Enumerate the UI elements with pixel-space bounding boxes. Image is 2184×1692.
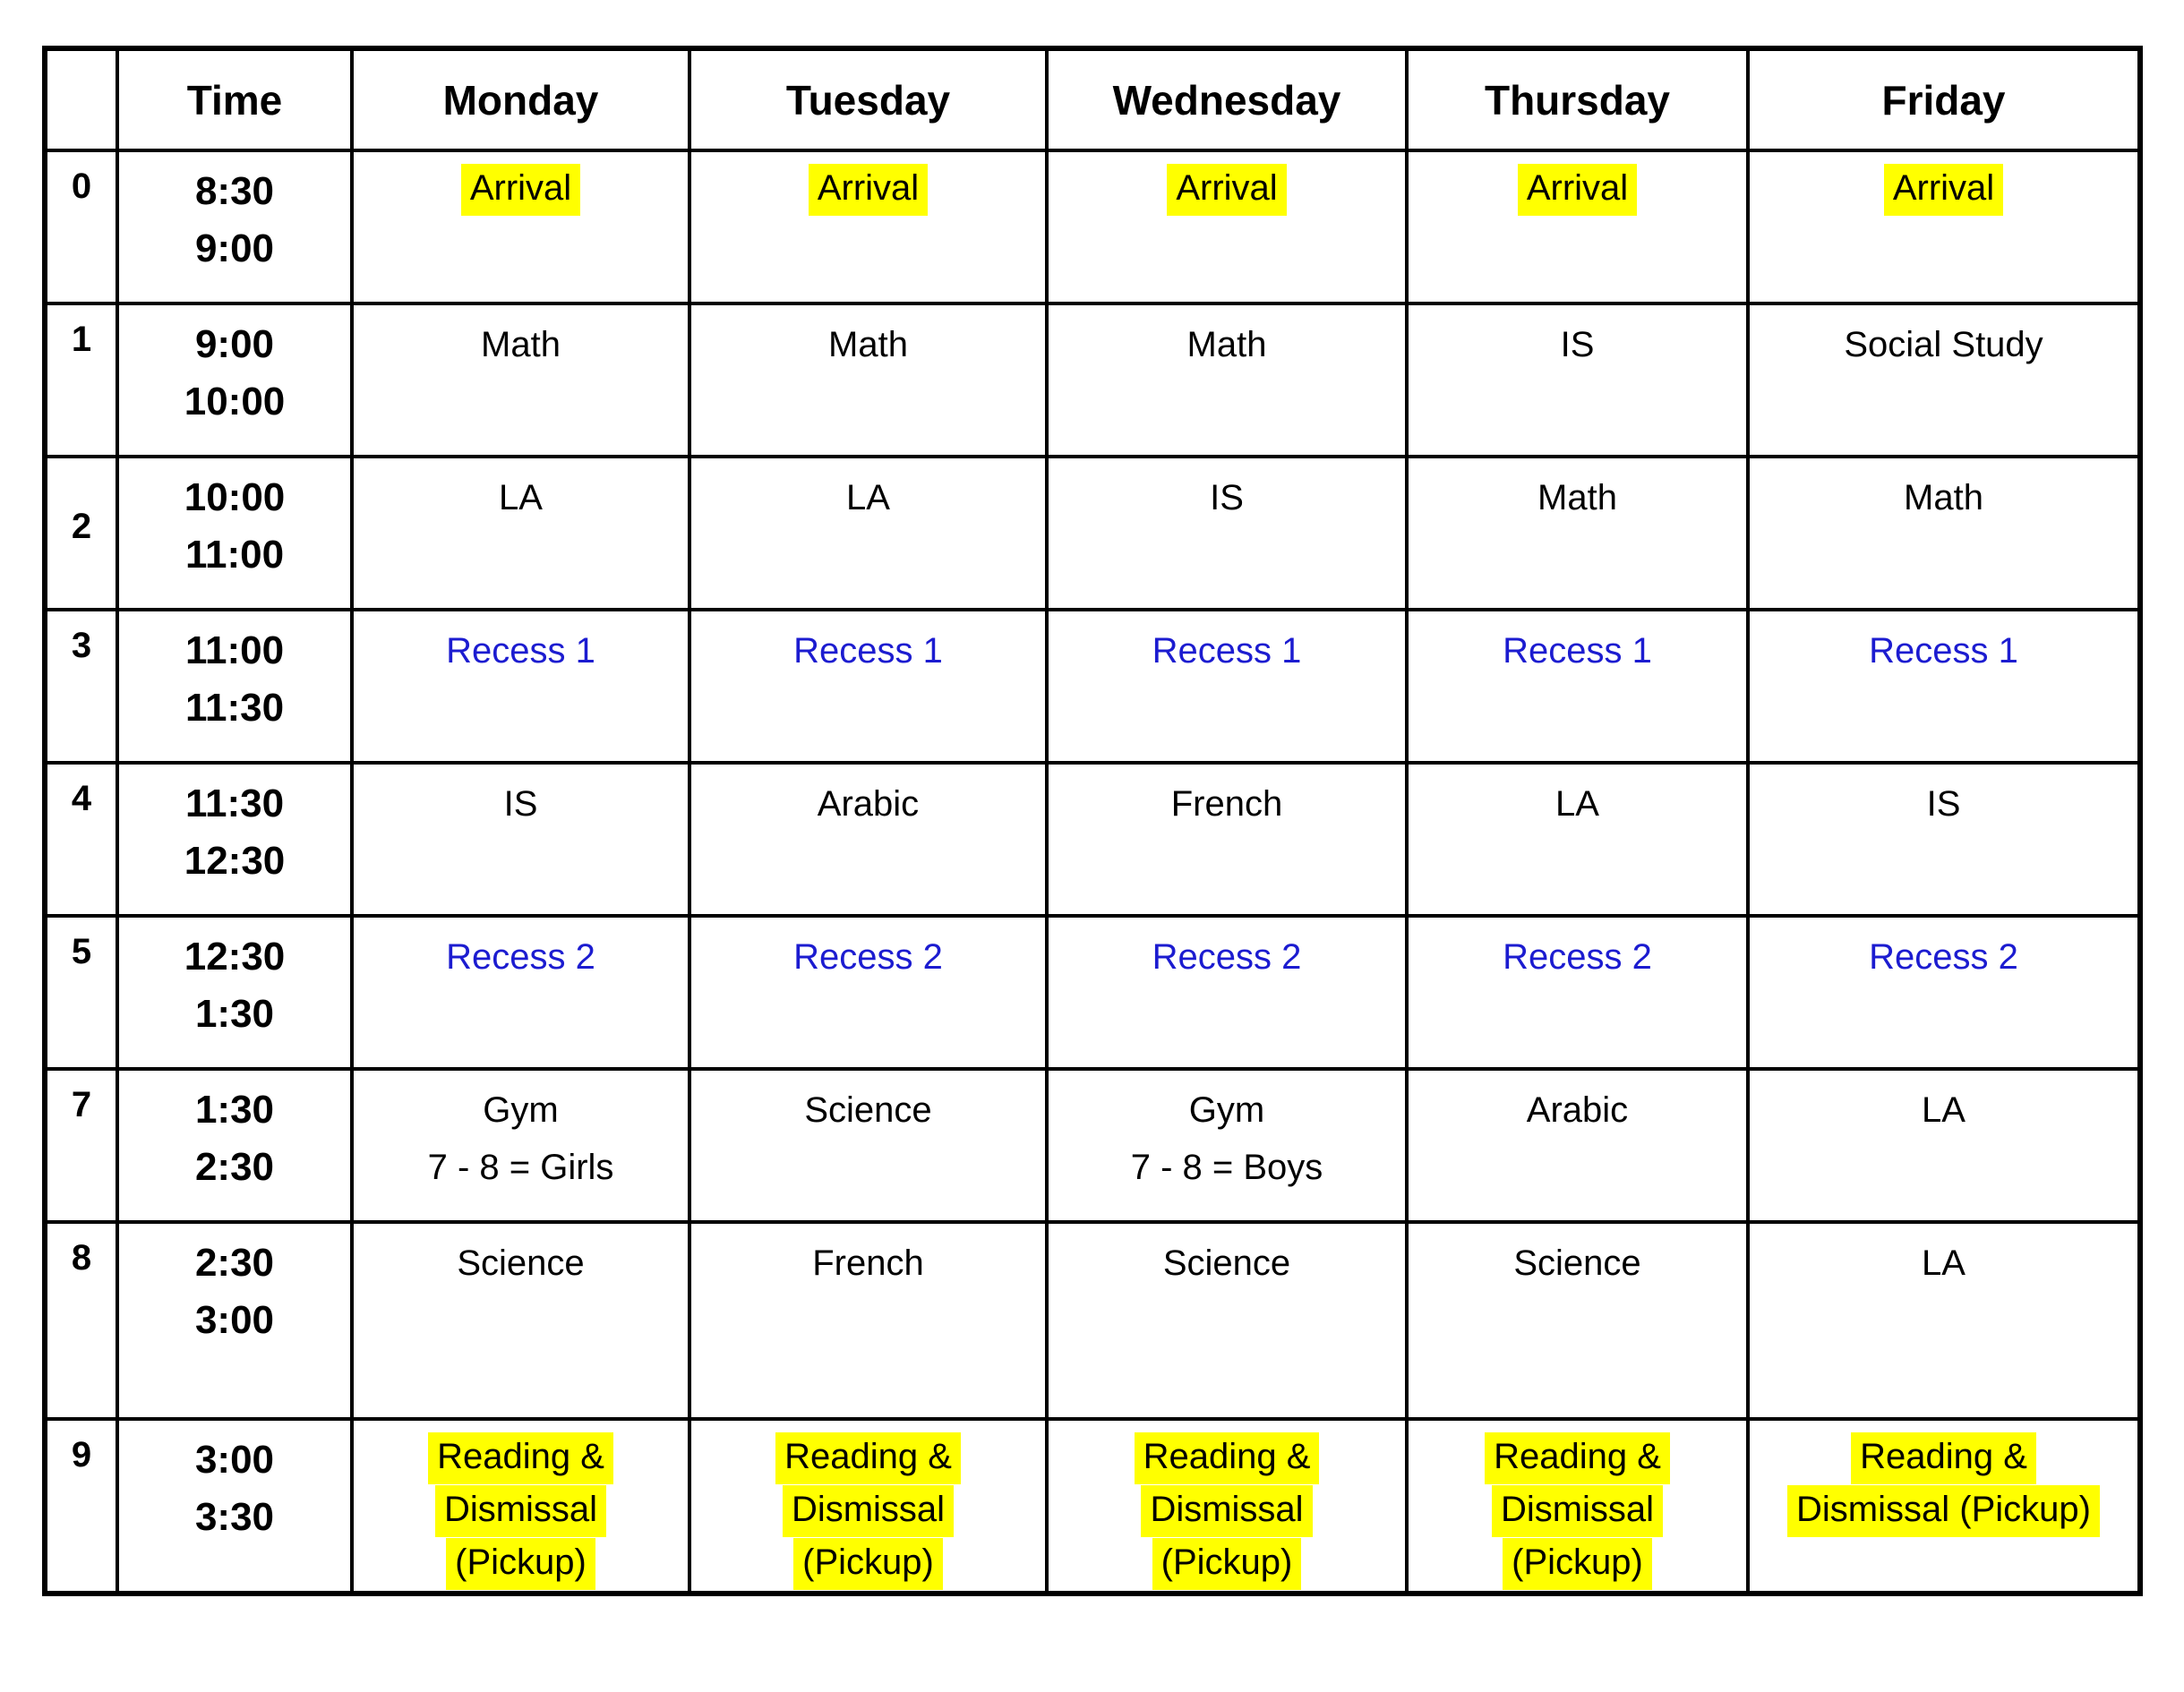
cell-line: IS: [1926, 784, 1961, 824]
row-index: 5: [45, 916, 117, 1069]
time-cell: [117, 1069, 352, 1222]
cell-line: [1409, 1432, 1746, 1484]
column-header-friday: Friday: [1748, 48, 2140, 150]
table-row: [45, 150, 2140, 303]
time-line: 3:00: [194, 1438, 275, 1482]
cell-line: Science: [1513, 1243, 1641, 1283]
time-line: 10:00: [184, 475, 286, 519]
day-cell: [1407, 916, 1748, 1069]
day-cell: [1047, 763, 1407, 916]
cell-line: [354, 1485, 688, 1537]
cell-line: Math: [481, 325, 561, 364]
cell-line: Recess 2: [1503, 937, 1652, 977]
highlight-mark: Arrival: [1518, 164, 1637, 216]
cell-line: LA: [1922, 1090, 1966, 1130]
day-cell: [689, 916, 1047, 1069]
time-cell: [117, 1222, 352, 1419]
cell-line: Recess 2: [1869, 937, 2018, 977]
table-row: [45, 610, 2140, 763]
highlight-mark: (Pickup): [1503, 1538, 1652, 1590]
time-line: 3:30: [194, 1495, 275, 1539]
column-header-thursday: Thursday: [1407, 48, 1748, 150]
table-row: [45, 1419, 2140, 1594]
cell-line: French: [812, 1243, 924, 1283]
cell-line: [354, 164, 688, 216]
header-row: [45, 48, 2140, 150]
cell-line: Arabic: [1526, 1090, 1629, 1130]
row-index: 9: [45, 1419, 117, 1594]
time-line: 12:30: [184, 839, 286, 883]
time-line: 11:30: [184, 686, 285, 730]
day-cell: [1047, 1222, 1407, 1419]
cell-line: IS: [503, 784, 538, 824]
day-cell: [1407, 1419, 1748, 1594]
cell-line: [354, 1432, 688, 1484]
day-cell: [352, 610, 689, 763]
day-cell: [1407, 457, 1748, 610]
day-cell: [689, 1222, 1047, 1419]
highlight-mark: Reading &: [1485, 1432, 1670, 1484]
table-row: [45, 303, 2140, 457]
timetable: [42, 46, 2143, 1596]
highlight-mark: (Pickup): [446, 1538, 595, 1590]
cell-line: 7 - 8 = Boys: [1130, 1148, 1323, 1187]
cell-line: Gym: [1188, 1090, 1265, 1130]
time-cell: [117, 150, 352, 303]
highlight-mark: Dismissal: [435, 1485, 606, 1537]
highlight-mark: Dismissal: [1492, 1485, 1663, 1537]
row-index: 1: [45, 303, 117, 457]
time-line: 3:00: [194, 1298, 275, 1342]
day-cell: [1407, 610, 1748, 763]
day-cell: [689, 610, 1047, 763]
row-index: 2: [45, 457, 117, 610]
highlight-mark: (Pickup): [793, 1538, 943, 1590]
day-cell: [352, 1069, 689, 1222]
day-cell: [352, 763, 689, 916]
highlight-mark: Dismissal (Pickup): [1787, 1485, 2100, 1537]
cell-line: Recess 1: [793, 631, 943, 671]
time-cell: [117, 916, 352, 1069]
cell-line: [1049, 164, 1405, 216]
column-header-time: Time: [117, 48, 352, 150]
table-row: [45, 763, 2140, 916]
cell-line: [1750, 1485, 2137, 1537]
cell-line: [1409, 164, 1746, 216]
day-cell: [1748, 916, 2140, 1069]
day-cell: [689, 763, 1047, 916]
cell-line: LA: [1922, 1243, 1966, 1283]
time-line: 2:30: [194, 1241, 275, 1285]
cell-line: Recess 1: [1152, 631, 1302, 671]
row-index: 0: [45, 150, 117, 303]
day-cell: [1407, 150, 1748, 303]
timetable-body: [45, 150, 2140, 1594]
time-line: 9:00: [194, 226, 275, 270]
day-cell: [1047, 303, 1407, 457]
cell-line: IS: [1210, 478, 1244, 517]
column-header-tuesday: Tuesday: [689, 48, 1047, 150]
day-cell: [352, 457, 689, 610]
day-cell: [1407, 1222, 1748, 1419]
cell-line: Recess 2: [446, 937, 595, 977]
time-cell: [117, 763, 352, 916]
day-cell: [352, 303, 689, 457]
time-line: 1:30: [194, 992, 275, 1036]
time-line: 11:00: [184, 533, 285, 577]
highlight-mark: Dismissal: [1141, 1485, 1312, 1537]
highlight-mark: (Pickup): [1152, 1538, 1302, 1590]
column-header-wednesday: Wednesday: [1047, 48, 1407, 150]
row-index: 8: [45, 1222, 117, 1419]
cell-line: Recess 2: [1152, 937, 1302, 977]
cell-line: Social Study: [1844, 325, 2043, 364]
row-index: 4: [45, 763, 117, 916]
cell-line: [691, 1432, 1045, 1484]
highlight-mark: Arrival: [1884, 164, 2003, 216]
table-row: [45, 1069, 2140, 1222]
cell-line: [1409, 1485, 1746, 1537]
day-cell: [1748, 610, 2140, 763]
cell-line: Math: [828, 325, 908, 364]
day-cell: [1748, 1069, 2140, 1222]
time-cell: [117, 457, 352, 610]
cell-line: LA: [1555, 784, 1599, 824]
cell-line: LA: [499, 478, 543, 517]
highlight-mark: Arrival: [461, 164, 580, 216]
day-cell: [352, 916, 689, 1069]
cell-line: Recess 1: [446, 631, 595, 671]
cell-line: LA: [846, 478, 890, 517]
row-index: 3: [45, 610, 117, 763]
row-index: 7: [45, 1069, 117, 1222]
day-cell: [1748, 303, 2140, 457]
highlight-mark: Arrival: [809, 164, 928, 216]
day-cell: [1047, 610, 1407, 763]
highlight-mark: Reading &: [1851, 1432, 2036, 1484]
cell-line: [1049, 1485, 1405, 1537]
highlight-mark: Arrival: [1167, 164, 1286, 216]
cell-line: [1049, 1538, 1405, 1590]
cell-line: 7 - 8 = Girls: [427, 1148, 614, 1187]
cell-line: [354, 1538, 688, 1590]
time-cell: [117, 303, 352, 457]
time-cell: [117, 610, 352, 763]
day-cell: [352, 1222, 689, 1419]
day-cell: [1748, 457, 2140, 610]
cell-line: Recess 1: [1503, 631, 1652, 671]
day-cell: [1748, 763, 2140, 916]
time-line: 11:30: [184, 782, 285, 825]
cell-line: [1750, 164, 2137, 216]
time-line: 2:30: [194, 1145, 275, 1189]
day-cell: [1047, 916, 1407, 1069]
day-cell: [1748, 1222, 2140, 1419]
time-line: 11:00: [184, 628, 285, 672]
highlight-mark: Reading &: [775, 1432, 961, 1484]
day-cell: [1407, 1069, 1748, 1222]
table-row: [45, 916, 2140, 1069]
day-cell: [1748, 150, 2140, 303]
day-cell: [352, 1419, 689, 1594]
day-cell: [1748, 1419, 2140, 1594]
cell-line: Arabic: [817, 784, 920, 824]
cell-line: Math: [1537, 478, 1617, 517]
timetable-header: [45, 48, 2140, 150]
cell-line: Science: [457, 1243, 585, 1283]
cell-line: Math: [1904, 478, 1983, 517]
time-line: 10:00: [184, 380, 286, 423]
day-cell: [689, 150, 1047, 303]
cell-line: [1750, 1432, 2137, 1484]
table-row: [45, 457, 2140, 610]
highlight-mark: Reading &: [428, 1432, 613, 1484]
time-cell: [117, 1419, 352, 1594]
day-cell: [689, 457, 1047, 610]
corner-cell: [45, 48, 117, 150]
day-cell: [1047, 1069, 1407, 1222]
day-cell: [1047, 1419, 1407, 1594]
highlight-mark: Reading &: [1135, 1432, 1320, 1484]
cell-line: [1049, 1432, 1405, 1484]
day-cell: [1047, 457, 1407, 610]
day-cell: [1407, 763, 1748, 916]
day-cell: [689, 303, 1047, 457]
cell-line: French: [1170, 784, 1283, 824]
table-row: [45, 1222, 2140, 1419]
day-cell: [689, 1069, 1047, 1222]
cell-line: Science: [1162, 1243, 1291, 1283]
cell-line: IS: [1560, 325, 1595, 364]
cell-line: [691, 164, 1045, 216]
time-line: 8:30: [194, 169, 275, 213]
highlight-mark: Dismissal: [783, 1485, 954, 1537]
time-line: 9:00: [194, 322, 275, 366]
cell-line: Science: [804, 1090, 932, 1130]
cell-line: Gym: [483, 1090, 559, 1130]
day-cell: [689, 1419, 1047, 1594]
cell-line: [691, 1538, 1045, 1590]
day-cell: [1047, 150, 1407, 303]
day-cell: [352, 150, 689, 303]
cell-line: Recess 1: [1869, 631, 2018, 671]
column-header-monday: Monday: [352, 48, 689, 150]
cell-line: Recess 2: [793, 937, 943, 977]
cell-line: [691, 1485, 1045, 1537]
time-line: 1:30: [194, 1088, 275, 1132]
time-line: 12:30: [184, 935, 286, 978]
day-cell: [1407, 303, 1748, 457]
cell-line: Math: [1186, 325, 1267, 364]
cell-line: [1409, 1538, 1746, 1590]
